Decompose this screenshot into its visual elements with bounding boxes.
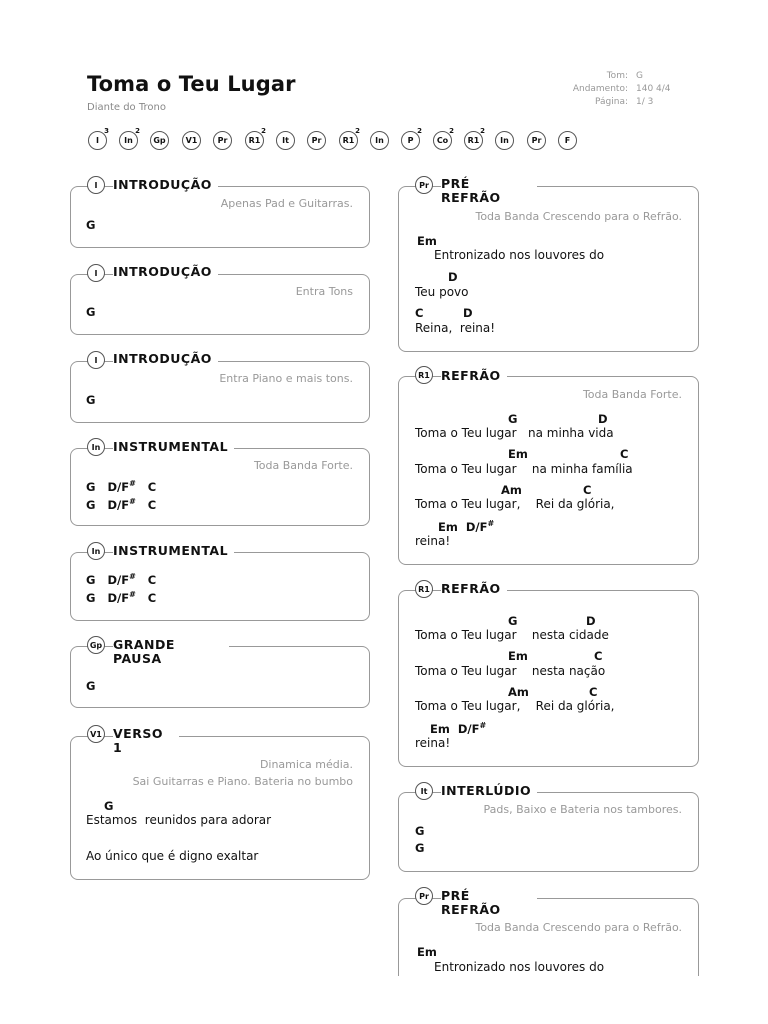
- section-badge: I: [87, 176, 105, 194]
- chord-line: G D/F# C: [86, 572, 157, 587]
- chord: Em: [417, 234, 437, 248]
- roadmap-pill[interactable]: [464, 127, 485, 150]
- chord: Em: [417, 945, 437, 959]
- chord: D: [448, 270, 458, 284]
- roadmap-pill-count: 2: [417, 127, 422, 135]
- roadmap-pill[interactable]: [119, 127, 140, 150]
- lyric-line: Toma o Teu lugar na minha vida: [415, 426, 614, 440]
- roadmap-pill-label: I: [96, 136, 99, 145]
- chord-line: G: [86, 305, 96, 319]
- roadmap-pill-count: 3: [104, 127, 109, 135]
- chord: Am: [508, 685, 529, 699]
- roadmap-pill-label: R1: [467, 136, 480, 145]
- roadmap-pill-label: Pr: [311, 136, 322, 145]
- chord-line: G: [86, 679, 96, 693]
- chord: Em D/F#: [438, 519, 495, 534]
- section-title: REFRÃO: [441, 369, 507, 383]
- chord-line: G: [415, 824, 425, 838]
- section-badge: V1: [87, 725, 105, 743]
- section-badge: R1: [415, 366, 433, 384]
- meta-key-andamento: Andamento:: [572, 84, 628, 94]
- roadmap-pill-count: 2: [135, 127, 140, 135]
- chord: Am: [501, 483, 522, 497]
- chord: C: [583, 483, 592, 497]
- chord-line: G D/F# C: [86, 590, 157, 605]
- chord-line: G: [86, 218, 96, 232]
- section-badge: Gp: [87, 636, 105, 654]
- roadmap-pill-label: R1: [342, 136, 355, 145]
- meta-value-tom: G: [636, 71, 643, 81]
- roadmap-pill-label: Pr: [531, 136, 542, 145]
- section-title: INTRODUÇÃO: [113, 352, 218, 366]
- roadmap-pill-label: R1: [248, 136, 261, 145]
- section-title: [441, 177, 537, 205]
- chord: D: [586, 614, 596, 628]
- section-badge: I: [87, 264, 105, 282]
- section-title: INTRODUÇÃO: [113, 178, 218, 192]
- chord-line: G D/F# C: [86, 497, 157, 512]
- section-title: INSTRUMENTAL: [113, 544, 234, 558]
- roadmap-pill-label: Gp: [153, 136, 166, 145]
- roadmap-pill[interactable]: [433, 127, 454, 150]
- song-artist: Diante do Trono: [87, 102, 166, 113]
- section-badge: R1: [415, 580, 433, 598]
- section-badge: It: [415, 782, 433, 800]
- roadmap-pill-label: P: [407, 136, 414, 145]
- section-title: [113, 638, 229, 666]
- chord: D: [598, 412, 608, 426]
- lyric-line: Entronizado nos louvores do: [434, 248, 605, 262]
- roadmap-pill-label: In: [500, 136, 509, 145]
- chord: C: [589, 685, 598, 699]
- lyric-line: Reina, reina!: [415, 321, 496, 335]
- section-title: INTERLÚDIO: [441, 784, 537, 798]
- lyric-line: Toma o Teu lugar nesta nação: [415, 664, 606, 678]
- meta-value-pagina: 1/ 3: [636, 97, 654, 107]
- roadmap-pill[interactable]: [527, 131, 546, 150]
- section-badge: In: [87, 542, 105, 560]
- section-note: Toda Banda Forte.: [582, 388, 682, 401]
- section-note: Entra Piano e mais tons.: [219, 372, 353, 385]
- section-badge: Pr: [415, 176, 433, 194]
- roadmap-pill-label: In: [124, 136, 133, 145]
- section-title-line: REFRÃO: [441, 190, 501, 205]
- section-title: REFRÃO: [441, 582, 507, 596]
- chord: Em: [508, 447, 528, 461]
- chord: G: [508, 614, 518, 628]
- section-note: Entra Tons: [295, 285, 353, 298]
- section-note: Dinamica média.: [259, 758, 353, 771]
- section-title: [113, 727, 179, 755]
- section-title-line: GRANDE: [113, 637, 175, 652]
- section-note: Sai Guitarras e Piano. Bateria no bumbo: [132, 775, 353, 788]
- section-title-line: PRÉ: [441, 176, 470, 191]
- roadmap-pill[interactable]: [339, 127, 360, 150]
- section-title-line: REFRÃO: [441, 902, 501, 917]
- meta-key-pagina: Página:: [594, 97, 628, 107]
- section-note: Apenas Pad e Guitarras.: [220, 197, 353, 210]
- page-cutoff: [396, 976, 702, 1024]
- roadmap-pill-count: 2: [355, 127, 360, 135]
- lyric-line: Ao único que é digno exaltar: [86, 849, 259, 863]
- roadmap-pill-label: It: [282, 136, 289, 145]
- lyric-line: Teu povo: [415, 285, 469, 299]
- roadmap-pill[interactable]: [276, 131, 295, 150]
- lyric-line: Estamos reunidos para adorar: [86, 813, 272, 827]
- section-note: Toda Banda Crescendo para o Refrão.: [475, 921, 682, 934]
- roadmap-pill[interactable]: [213, 131, 232, 150]
- lyric-line: reina!: [415, 736, 451, 750]
- roadmap-pill-label: F: [564, 136, 571, 145]
- chord-line: G: [415, 841, 425, 855]
- section-title-line: VERSO: [113, 726, 163, 741]
- chord: C: [594, 649, 603, 663]
- section-badge: I: [87, 351, 105, 369]
- roadmap-pill-count: 2: [449, 127, 454, 135]
- chord-line: G: [86, 393, 96, 407]
- roadmap-pill-count: 2: [261, 127, 266, 135]
- section-note: Pads, Baixo e Bateria nos tambores.: [483, 803, 682, 816]
- chord: C: [415, 306, 424, 320]
- roadmap-pill[interactable]: [88, 127, 109, 150]
- chord: C: [620, 447, 629, 461]
- roadmap-pill[interactable]: [307, 131, 326, 150]
- meta-key-tom: Tom:: [606, 71, 628, 81]
- roadmap-pill[interactable]: [150, 131, 169, 150]
- section-title: [441, 889, 537, 917]
- section-title-line: PAUSA: [113, 651, 162, 666]
- lyric-line: Toma o Teu lugar, Rei da glória,: [415, 497, 615, 511]
- chord: D: [463, 306, 473, 320]
- lyric-line: Toma o Teu lugar nesta cidade: [415, 628, 609, 642]
- chord: Em: [508, 649, 528, 663]
- lyric-line: reina!: [415, 534, 451, 548]
- roadmap-pill-label: V1: [185, 136, 198, 145]
- roadmap-pill-label: In: [375, 136, 384, 145]
- roadmap-pill[interactable]: [182, 131, 201, 150]
- section-badge: Pr: [415, 887, 433, 905]
- section-title: INSTRUMENTAL: [113, 440, 234, 454]
- chord-line: G D/F# C: [86, 479, 157, 494]
- meta-value-andamento: 140 4/4: [636, 84, 671, 94]
- roadmap-pill-label: Co: [436, 136, 449, 145]
- roadmap-pill[interactable]: [401, 127, 422, 150]
- roadmap-pill[interactable]: [495, 131, 514, 150]
- roadmap-pill-label: Pr: [217, 136, 228, 145]
- roadmap-pill[interactable]: [558, 131, 577, 150]
- section-title: INTRODUÇÃO: [113, 265, 218, 279]
- roadmap-pill[interactable]: [245, 127, 266, 150]
- section-badge: In: [87, 438, 105, 456]
- lyric-line: Toma o Teu lugar na minha família: [415, 462, 633, 476]
- chord: G: [508, 412, 518, 426]
- lyric-line: Entronizado nos louvores do: [434, 960, 605, 974]
- section-title-line: PRÉ: [441, 888, 470, 903]
- section-note: Toda Banda Crescendo para o Refrão.: [475, 210, 682, 223]
- roadmap-pill-count: 2: [480, 127, 485, 135]
- chord: G: [104, 799, 114, 813]
- lyric-line: Toma o Teu lugar, Rei da glória,: [415, 699, 615, 713]
- section-note: Toda Banda Forte.: [253, 459, 353, 472]
- roadmap-pill[interactable]: [370, 131, 389, 150]
- song-title: Toma o Teu Lugar: [87, 72, 296, 96]
- chord: Em D/F#: [430, 721, 487, 736]
- section-title-line: 1: [113, 740, 123, 755]
